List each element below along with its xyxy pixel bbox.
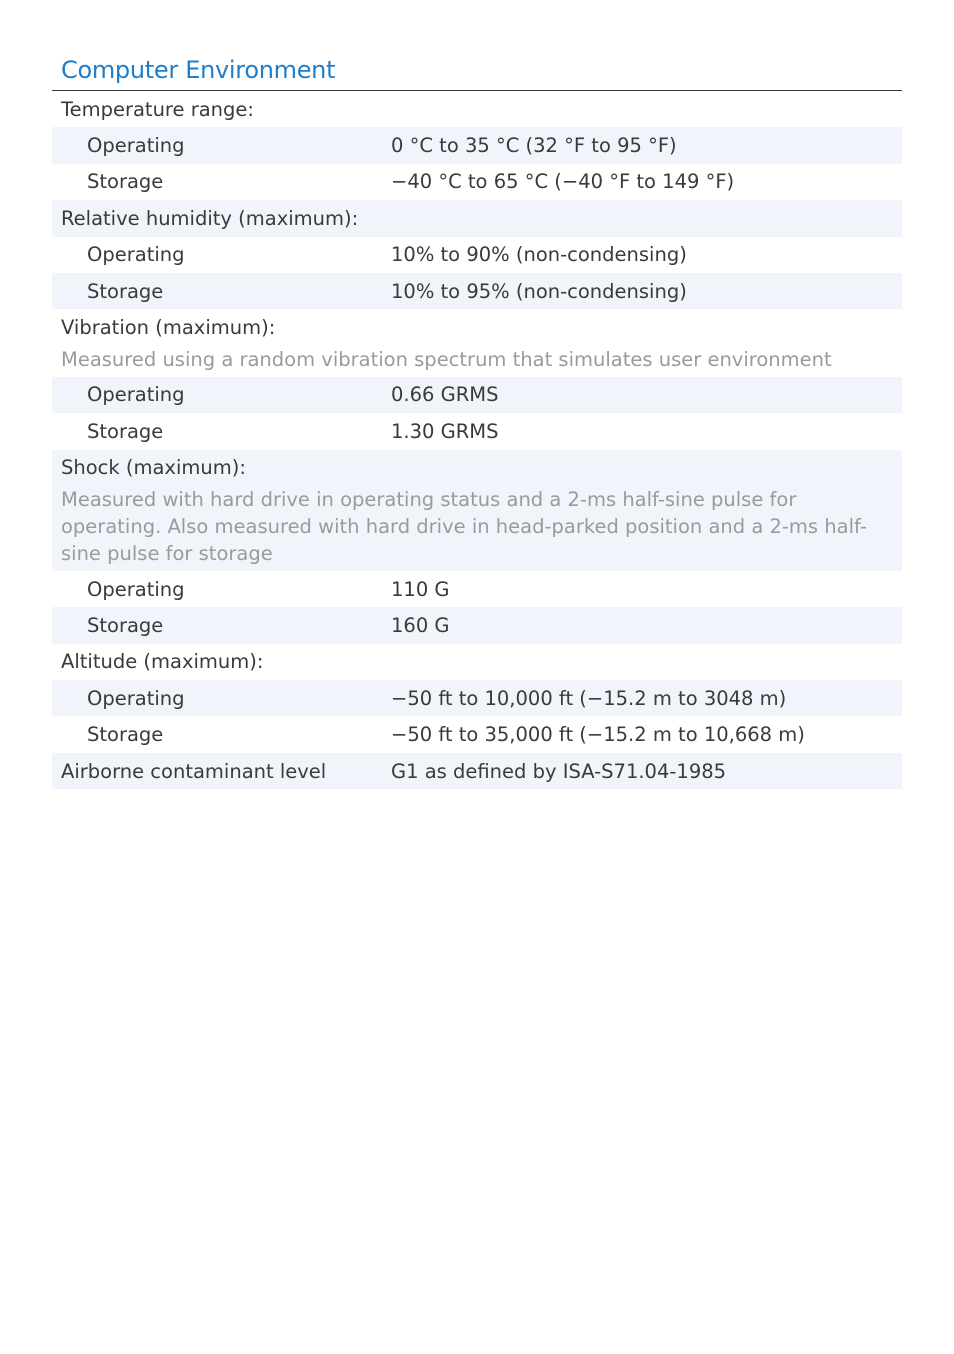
- vibration-operating-row: [52, 377, 902, 413]
- temperature-heading: Temperature range:: [61, 97, 254, 121]
- section-title: Computer Environment: [52, 54, 902, 91]
- temperature-storage-value: −40 °C to 65 °C (−40 °F to 149 °F): [391, 170, 735, 194]
- temperature-operating-value: 0 °C to 35 °C (32 °F to 95 °F): [391, 134, 677, 158]
- altitude-heading: Altitude (maximum):: [61, 650, 264, 674]
- vibration-operating-value: 0.66 GRMS: [391, 383, 499, 407]
- temperature-storage-row: [52, 164, 902, 200]
- shock-heading: Shock (maximum):: [61, 456, 246, 480]
- altitude-storage-value: −50 ft to 35,000 ft (−15.2 m to 10,668 m): [391, 723, 805, 747]
- vibration-heading: Vibration (maximum):: [61, 316, 276, 340]
- shock-storage-value: 160 G: [391, 613, 450, 637]
- airborne-row: [52, 753, 902, 789]
- shock-storage-label: Storage: [87, 613, 164, 637]
- shock-storage-row: [52, 607, 902, 643]
- altitude-heading-row: [52, 644, 902, 680]
- humidity-heading: Relative humidity (maximum):: [61, 206, 359, 230]
- vibration-note: Measured using a random vibration spectrum that simulates user environment: [61, 347, 832, 371]
- vibration-storage-value: 1.30 GRMS: [391, 419, 499, 443]
- shock-operating-value: 110 G: [391, 577, 450, 601]
- temperature-operating-label: Operating: [87, 134, 185, 158]
- humidity-storage-row: [52, 273, 902, 309]
- shock-note: Measured with hard drive in operating status and a 2-ms half-sine pulse for operating. Also measured with hard drive in head-parked position and a 2-ms half-sine pulse for storage: [61, 487, 867, 565]
- vibration-heading-row: [52, 309, 902, 345]
- computer-environment-section: [52, 54, 902, 789]
- altitude-operating-label: Operating: [87, 686, 185, 710]
- shock-operating-label: Operating: [87, 577, 185, 601]
- vibration-operating-label: Operating: [87, 383, 185, 407]
- humidity-operating-row: [52, 237, 902, 273]
- airborne-label: Airborne contaminant level: [61, 759, 327, 783]
- altitude-storage-label: Storage: [87, 723, 164, 747]
- humidity-storage-label: Storage: [87, 279, 164, 303]
- temperature-storage-label: Storage: [87, 170, 164, 194]
- vibration-storage-label: Storage: [87, 419, 164, 443]
- humidity-storage-value: 10% to 95% (non-condensing): [391, 279, 687, 303]
- temperature-heading-row: [52, 91, 902, 127]
- shock-operating-row: [52, 571, 902, 607]
- humidity-heading-row: [52, 200, 902, 236]
- altitude-operating-row: [52, 680, 902, 716]
- temperature-operating-row: [52, 127, 902, 163]
- vibration-storage-row: [52, 413, 902, 449]
- airborne-value: G1 as defined by ISA-S71.04-1985: [391, 759, 727, 783]
- altitude-operating-value: −50 ft to 10,000 ft (−15.2 m to 3048 m): [391, 686, 787, 710]
- humidity-operating-label: Operating: [87, 243, 185, 267]
- humidity-operating-value: 10% to 90% (non-condensing): [391, 243, 687, 267]
- shock-heading-row: [52, 450, 902, 486]
- shock-heading-group: [52, 450, 902, 571]
- spec-table: [52, 91, 902, 789]
- altitude-storage-row: [52, 716, 902, 752]
